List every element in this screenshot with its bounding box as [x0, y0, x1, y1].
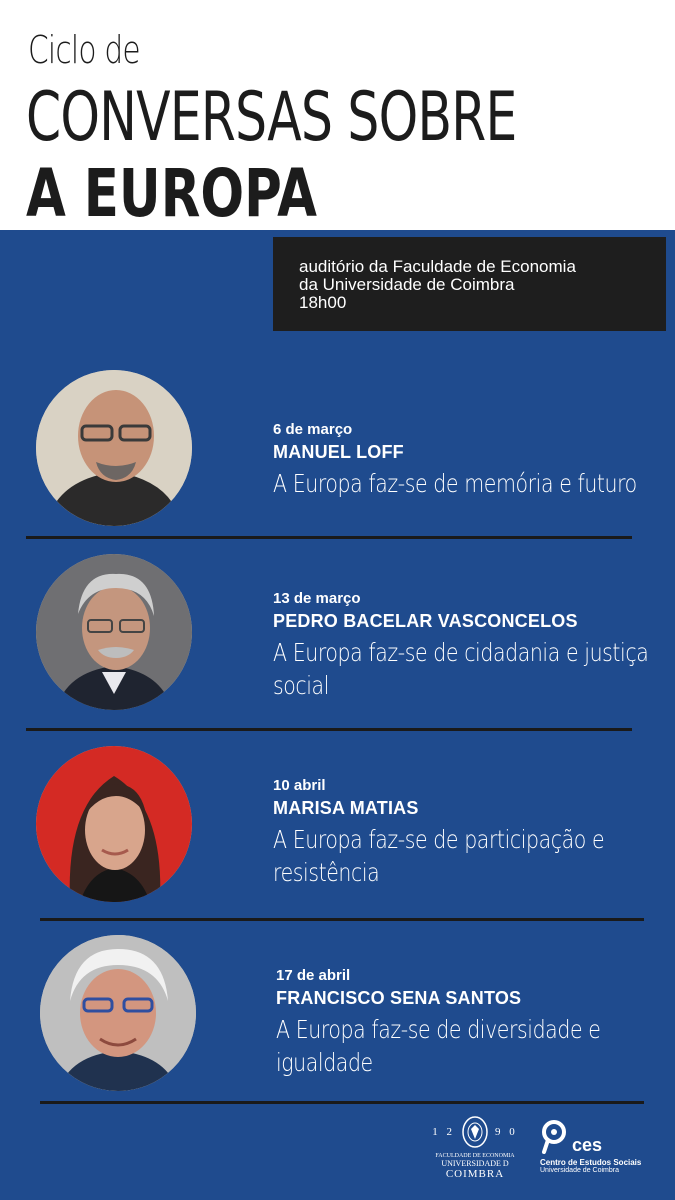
- ces-name: Centro de Estudos Sociais: [540, 1158, 642, 1167]
- venue-line-1: auditório da Faculdade de Economia: [299, 257, 576, 276]
- feuc-university: UNIVERSIDADE D: [441, 1159, 509, 1168]
- speaker-topic: A Europa faz-se de cidadania e justiça social: [273, 638, 649, 700]
- speaker-photo-2: [36, 554, 192, 710]
- speaker-topic: A Europa faz-se de diversidade e igualdade: [276, 1015, 601, 1077]
- venue-time: 18h00: [299, 293, 347, 312]
- ces-symbol-icon: [540, 1120, 570, 1154]
- divider: [40, 1101, 644, 1104]
- venue-line-2: da Universidade de Coimbra: [299, 275, 515, 294]
- feuc-year-left: 1 2: [432, 1126, 455, 1138]
- ces-acronym: ces: [572, 1135, 603, 1155]
- feuc-year-right: 9 0: [495, 1126, 518, 1138]
- university-seal-icon: [461, 1115, 489, 1149]
- speaker-info-3: [273, 777, 675, 889]
- speaker-info-4: [276, 967, 675, 1079]
- speaker-photo-1: [36, 370, 192, 526]
- speaker-photo-4: [40, 935, 196, 1091]
- title-line-2: CONVERSAS SOBRE: [26, 78, 517, 157]
- ces-logo: [540, 1120, 641, 1174]
- title-line-3: A EUROPA: [26, 155, 317, 232]
- ces-university: Universidade de Coimbra: [540, 1167, 619, 1174]
- divider: [26, 728, 632, 731]
- feuc-faculty: FACULDADE DE ECONOMIA: [435, 1153, 515, 1159]
- speaker-name: MARISA MATIAS: [273, 798, 419, 818]
- feuc-logo: [432, 1115, 518, 1180]
- speaker-topic: A Europa faz-se de participação e resistência: [273, 825, 605, 887]
- speaker-info-2: [273, 590, 675, 702]
- speaker-photo-3: [36, 746, 192, 902]
- speaker-info-1: [273, 421, 675, 500]
- venue-box: [273, 237, 666, 331]
- speaker-name: FRANCISCO SENA SANTOS: [276, 988, 522, 1008]
- title-line-1: Ciclo de: [28, 28, 140, 72]
- speaker-date: 10 abril: [273, 777, 326, 794]
- speaker-date: 6 de março: [273, 421, 353, 438]
- speaker-name: MANUEL LOFF: [273, 442, 404, 462]
- divider: [26, 536, 632, 539]
- header: [0, 0, 675, 230]
- speaker-topic: A Europa faz-se de memória e futuro: [273, 469, 637, 498]
- speaker-date: 17 de abril: [276, 967, 351, 984]
- feuc-city: COIMBRA: [445, 1168, 505, 1180]
- divider: [40, 918, 644, 921]
- speaker-date: 13 de março: [273, 590, 361, 607]
- speaker-name: PEDRO BACELAR VASCONCELOS: [273, 611, 578, 631]
